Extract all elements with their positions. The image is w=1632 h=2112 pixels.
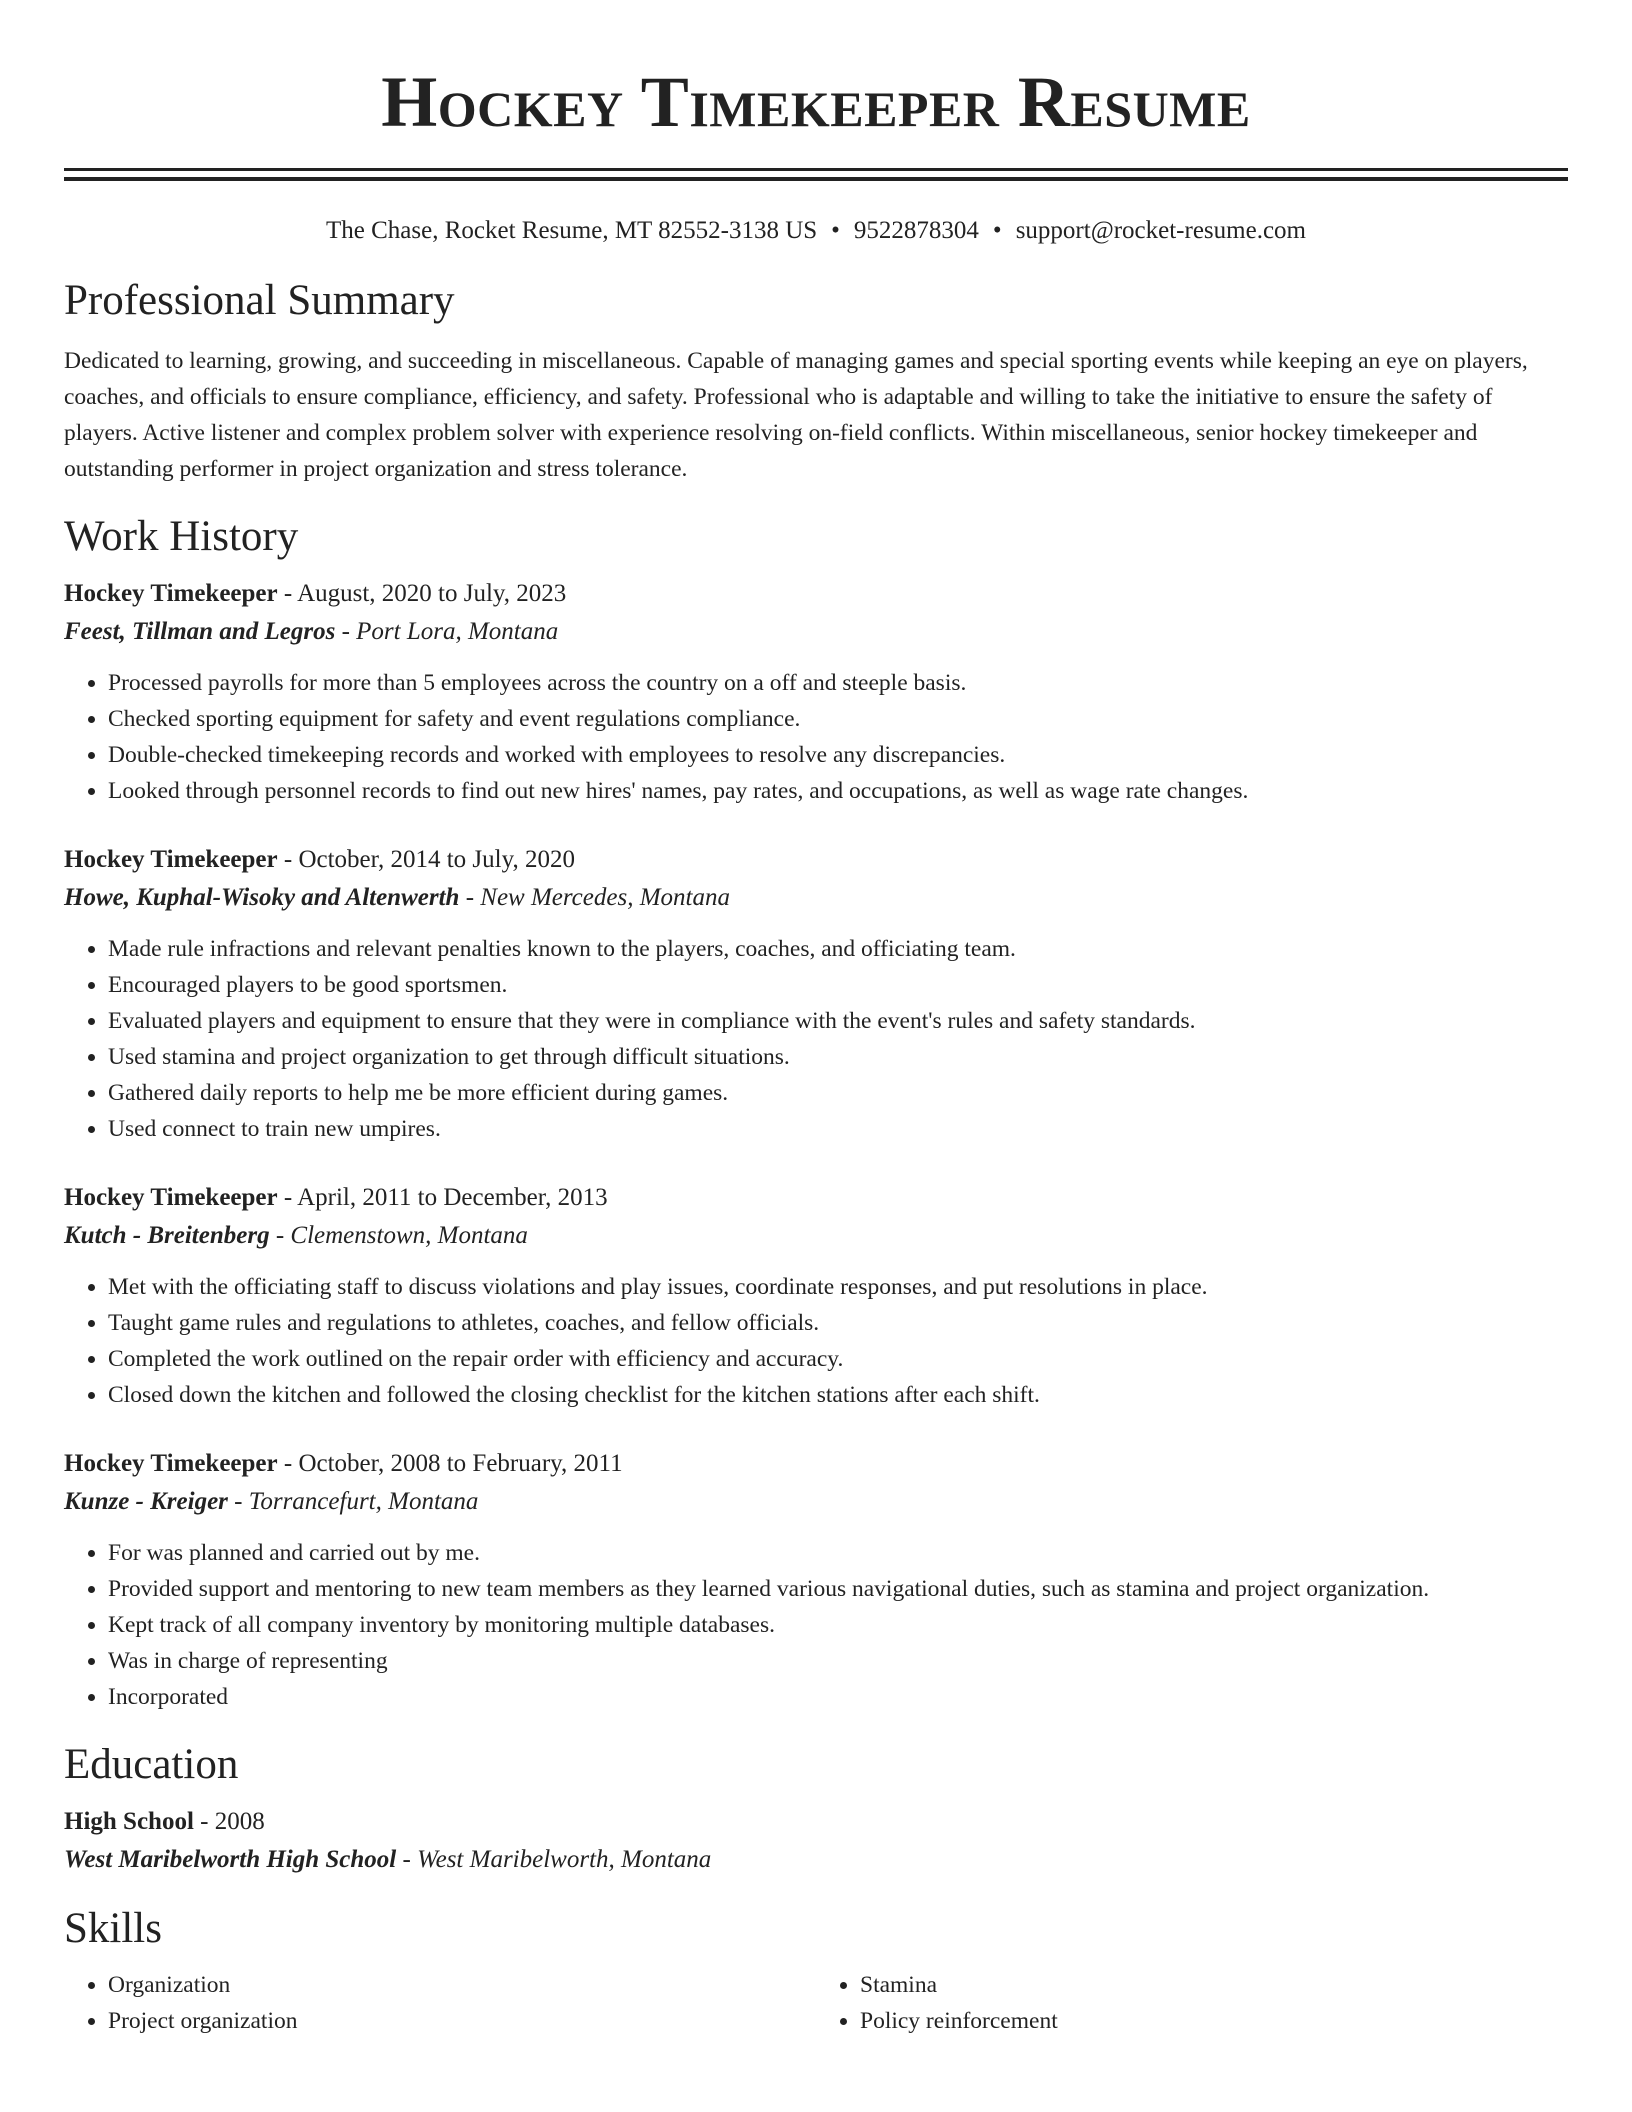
job-location: Clemenstown, Montana <box>290 1222 528 1249</box>
list-item: • Was in charge of representing <box>108 1643 1568 1679</box>
job-title: Hockey Timekeeper <box>64 1450 278 1477</box>
title-divider-top <box>64 168 1568 171</box>
job-bullets <box>64 1269 1568 1413</box>
list-item: • Checked sporting equipment for safety and event regulations compliance. <box>108 701 1568 737</box>
list-item: • Made rule infractions and relevant penalties known to the players, coaches, and officiating team. <box>108 931 1568 967</box>
list-item: • Evaluated players and equipment to ensure that they were in compliance with the event's rules and safety standards. <box>108 1003 1568 1039</box>
list-item: • Taught game rules and regulations to athletes, coaches, and fellow officials. <box>108 1305 1568 1341</box>
education-location: West Maribelworth, Montana <box>417 1846 712 1873</box>
list-item: • For was planned and carried out by me. <box>108 1535 1568 1571</box>
job-bullets <box>64 665 1568 809</box>
education-degree: High School <box>64 1808 194 1835</box>
list-item: • Looked through personnel records to find out new hires' names, pay rates, and occupations, as well as wage rate changes. <box>108 773 1568 809</box>
job-company: Kutch - Breitenberg <box>64 1222 270 1249</box>
skills-list-right <box>816 1967 1568 2039</box>
job-bullets <box>64 931 1568 1147</box>
job-company: Howe, Kuphal-Wisoky and Altenwerth <box>64 884 460 911</box>
job-title-line: Hockey Timekeeper - August, 2020 to July, 2023 <box>64 580 567 607</box>
education-entry <box>64 1803 1568 1879</box>
resume-title: Hockey Timekeeper Resume <box>381 62 1251 142</box>
job-entry <box>64 841 1568 1147</box>
list-item: • Gathered daily reports to help me be more efficient during games. <box>108 1075 1568 1111</box>
list-item: • Completed the work outlined on the repair order with efficiency and accuracy. <box>108 1341 1568 1377</box>
education-school: West Maribelworth High School <box>64 1846 397 1873</box>
job-company: Feest, Tillman and Legros <box>64 618 336 645</box>
skills-heading: Skills <box>64 1905 162 1952</box>
job-company: Kunze - Kreiger <box>64 1488 228 1515</box>
skill-item: • Project organization <box>108 2003 816 2039</box>
education-degree-line: High School - 2008 <box>64 1808 265 1835</box>
contact-email: support@rocket-resume.com <box>1015 217 1306 244</box>
job-title: Hockey Timekeeper <box>64 580 278 607</box>
list-item: • Processed payrolls for more than 5 employees across the country on a off and steeple basis. <box>108 665 1568 701</box>
contact-line <box>64 215 1568 247</box>
list-item: • Encouraged players to be good sportsmen. <box>108 967 1568 1003</box>
summary-heading: Professional Summary <box>64 277 455 324</box>
job-company-line: Kunze - Kreiger - Torrancefurt, Montana <box>64 1488 479 1515</box>
title-divider-bottom <box>64 177 1568 181</box>
job-dates: October, 2014 to July, 2020 <box>298 846 575 873</box>
skills-list-left <box>64 1967 816 2039</box>
list-item: • Provided support and mentoring to new team members as they learned various navigational duties, such as stamina and project organization. <box>108 1571 1568 1607</box>
job-bullets <box>64 1535 1568 1715</box>
contact-separator: • <box>831 217 840 244</box>
list-item: • Met with the officiating staff to discuss violations and play issues, coordinate responses, and put resolutions in place. <box>108 1269 1568 1305</box>
list-item: • Kept track of all company inventory by monitoring multiple databases. <box>108 1607 1568 1643</box>
list-item: • Double-checked timekeeping records and worked with employees to resolve any discrepancies. <box>108 737 1568 773</box>
skill-item: • Stamina <box>860 1967 1568 2003</box>
job-title: Hockey Timekeeper <box>64 846 278 873</box>
contact-separator: • <box>992 217 1002 244</box>
work-history-heading: Work History <box>64 513 299 560</box>
education-school-line: West Maribelworth High School - West Maribelworth, Montana <box>64 1846 712 1873</box>
job-location: Port Lora, Montana <box>356 618 559 645</box>
list-item: • Used stamina and project organization to get through difficult situations. <box>108 1039 1568 1075</box>
job-title: Hockey Timekeeper <box>64 1184 278 1211</box>
job-title-line: Hockey Timekeeper - October, 2014 to July, 2020 <box>64 846 575 873</box>
list-item: • Used connect to train new umpires. <box>108 1111 1568 1147</box>
skills-columns <box>64 1967 1568 2039</box>
job-location: Torrancefurt, Montana <box>248 1488 479 1515</box>
contact-phone: 9522878304 <box>853 217 979 244</box>
job-dates: April, 2011 to December, 2013 <box>297 1184 608 1211</box>
skill-item: • Organization <box>108 1967 816 2003</box>
education-year: 2008 <box>214 1808 265 1835</box>
summary-text: Dedicated to learning, growing, and succeeding in miscellaneous. Capable of managing games and special sporting events while keeping an eye on players, coaches, and officials to ensure compliance, efficiency, and safety. Professional who is adaptable and willing to take the initiative to ensure the safety of players. Active listener and complex problem solver with experience resolving on-field conflicts. Within miscellaneous, senior hockey timekeeper and outstanding performer in project organization and stress tolerance. <box>64 348 1528 482</box>
job-dates: October, 2008 to February, 2011 <box>298 1450 623 1477</box>
job-location: New Mercedes, Montana <box>480 884 730 911</box>
job-company-line: Howe, Kuphal-Wisoky and Altenwerth - New Mercedes, Montana <box>64 884 730 911</box>
job-dates: August, 2020 to July, 2023 <box>297 580 567 607</box>
contact-address: The Chase, Rocket Resume, MT 82552-3138 US <box>326 217 818 244</box>
job-title-line: Hockey Timekeeper - October, 2008 to February, 2011 <box>64 1450 623 1477</box>
list-item: • Incorporated <box>108 1679 1568 1715</box>
job-entry <box>64 575 1568 809</box>
job-entry <box>64 1179 1568 1413</box>
job-title-line: Hockey Timekeeper - April, 2011 to December, 2013 <box>64 1184 608 1211</box>
list-item: • Closed down the kitchen and followed the closing checklist for the kitchen stations after each shift. <box>108 1377 1568 1413</box>
education-heading: Education <box>64 1741 239 1788</box>
job-company-line: Feest, Tillman and Legros - Port Lora, Montana <box>64 618 559 645</box>
job-company-line: Kutch - Breitenberg - Clemenstown, Montana <box>64 1222 528 1249</box>
job-entry <box>64 1445 1568 1715</box>
skill-item: • Policy reinforcement <box>860 2003 1568 2039</box>
